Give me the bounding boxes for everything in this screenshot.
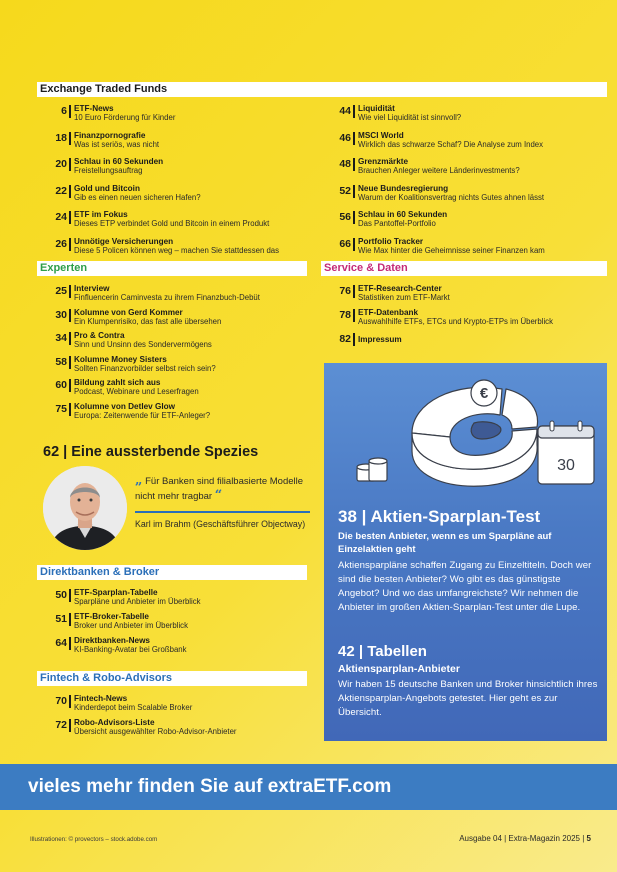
- entry-subtitle: Statistiken zum ETF-Markt: [358, 293, 450, 302]
- entry-subtitle: Das Pantoffel-Portfolio: [358, 219, 436, 228]
- page-number-label: 26: [55, 237, 67, 250]
- footer-issue: [459, 834, 591, 843]
- entry-title: ETF-Broker-Tabelle: [74, 612, 149, 621]
- entry-subtitle: Brauchen Anleger weitere Länderinvestments?: [358, 166, 520, 175]
- separator-bar: [353, 211, 355, 224]
- author-photo: [43, 466, 127, 550]
- entry-subtitle: Wirklich das schwarze Schaf? Die Analyse zum Index: [358, 139, 544, 149]
- entry-title: Finanzpornografie: [74, 130, 146, 140]
- section-title-fintech: Fintech & Robo-Advisors: [40, 672, 173, 684]
- entry-subtitle: Übersicht ausgewählter Robo-Advisor-Anbieter: [74, 727, 237, 736]
- euro-coin-icon: [471, 380, 497, 406]
- page-number-label: 46: [339, 131, 351, 144]
- page-number-label: 25: [55, 285, 67, 297]
- fintech-entry[interactable]: [37, 694, 307, 714]
- section-header-experten: [37, 261, 307, 276]
- entry-subtitle: Warum der Koalitionsvertrag nichts Gutes ahnen lässt: [358, 192, 545, 202]
- etf-entry[interactable]: [37, 184, 307, 204]
- illustration-credit: Illustrationen: © provectors – stock.adobe.com: [30, 836, 158, 843]
- direkt-entry[interactable]: [37, 636, 307, 656]
- entry-title: Grenzmärkte: [358, 157, 409, 166]
- feature-title: 62 | Eine aussterbende Spezies: [43, 444, 259, 460]
- quote-close-mark: “: [214, 488, 223, 503]
- donut-chart-illustration: [324, 363, 607, 498]
- page-number-label: 78: [339, 309, 351, 321]
- coin-stack-icon: [357, 458, 387, 481]
- separator-bar: [69, 379, 71, 392]
- direkt-entry[interactable]: [37, 612, 307, 632]
- experten-entry[interactable]: [37, 378, 307, 398]
- page-number-label: 76: [339, 285, 351, 297]
- entry-subtitle: Dieses ETP verbindet Gold und Bitcoin in einem Produkt: [74, 219, 270, 228]
- section-title-experten: Experten: [40, 262, 88, 274]
- aktien-sparplan-panel: [324, 363, 607, 741]
- promo-banner[interactable]: [0, 764, 617, 810]
- separator-bar: [69, 132, 71, 145]
- entry-subtitle: Ein Klumpenrisiko, das fast alle übersehen: [74, 316, 222, 326]
- entry-title: ETF-Research-Center: [358, 284, 442, 293]
- separator-bar: [69, 238, 71, 251]
- section-header-fintech: [37, 671, 307, 686]
- entry-subtitle: Wie viel Liquidität ist sinnvoll?: [358, 113, 462, 122]
- entry-title: Portfolio Tracker: [358, 236, 424, 246]
- separator-bar: [69, 285, 71, 298]
- experten-entry[interactable]: [37, 284, 307, 304]
- panel-subtitle: Die besten Anbieter, wenn es um Sparpläne auf Einzelaktien geht: [338, 531, 552, 555]
- page-number-label: 18: [55, 131, 67, 144]
- service-entry[interactable]: [321, 332, 591, 352]
- separator-bar: [353, 105, 355, 118]
- panel-body: Aktiensparpläne schaffen Zugang zu Einzeltiteln. Doch wer sind die besten Anbieter? Wo gibt es das günstigste Angebot? Und wo das umfangreichste? Wir nehmen die Anbieter im großen Aktien-Sparplan-Test unter die Lupe.: [338, 560, 592, 613]
- separator-bar: [69, 589, 71, 602]
- service-entry[interactable]: [321, 284, 591, 304]
- entry-subtitle: Sparpläne und Anbieter im Überblick: [74, 597, 201, 606]
- service-entry[interactable]: [321, 308, 591, 328]
- page-number-label: 66: [339, 237, 351, 250]
- separator-bar: [69, 185, 71, 198]
- experten-entry[interactable]: [37, 402, 307, 422]
- calendar-icon: [538, 421, 594, 484]
- page-number-label: 52: [339, 184, 351, 197]
- page-number-label: 24: [55, 211, 67, 223]
- separator-bar: [69, 719, 71, 732]
- entry-title: ETF im Fokus: [74, 210, 128, 219]
- page-number-label: 30: [55, 308, 67, 321]
- page-number-label: 48: [339, 158, 351, 170]
- entry-subtitle: Kinderdepot beim Scalable Broker: [74, 703, 193, 712]
- separator-bar: [353, 132, 355, 145]
- entry-subtitle: KI-Banking-Avatar bei Großbank: [74, 645, 187, 654]
- page-number-label: 64: [55, 637, 67, 649]
- entry-title: Neue Bundesregierung: [358, 183, 449, 193]
- entry-title: ETF-Datenbank: [358, 308, 419, 317]
- etf-entry[interactable]: [321, 237, 591, 257]
- page-number-label: 50: [55, 589, 67, 601]
- experten-entry[interactable]: [37, 308, 307, 328]
- entry-subtitle: Freistellungsauftrag: [74, 166, 143, 175]
- entry-subtitle: Podcast, Webinare und Leserfragen: [74, 387, 199, 396]
- separator-bar: [69, 613, 71, 626]
- section-header-service: [321, 261, 607, 276]
- banner-text[interactable]: vieles mehr finden Sie auf extraETF.com: [28, 776, 392, 797]
- entry-title: Kolumne von Detlev Glow: [74, 401, 175, 411]
- etf-entry[interactable]: [321, 104, 591, 124]
- entry-subtitle: Sollten Finanzvorbilder selbst reich sein?: [74, 363, 216, 373]
- separator-bar: [353, 285, 355, 298]
- separator-bar: [69, 637, 71, 650]
- etf-entry[interactable]: [321, 157, 591, 177]
- quote-open-mark: „: [135, 473, 143, 488]
- quote-divider: [135, 511, 310, 513]
- entry-subtitle: Wie Max hinter die Geheimnisse seiner Finanzen kam: [358, 245, 545, 255]
- quote-author: Karl im Brahm (Geschäftsführer Objectway): [135, 519, 306, 529]
- entry-title: Kolumne Money Sisters: [74, 354, 167, 364]
- entry-subtitle: Europa: Zeitenwende für ETF-Anleger?: [74, 410, 211, 420]
- entry-title: ETF-Sparplan-Tabelle: [74, 588, 158, 597]
- portrait-image: [43, 466, 127, 550]
- section-title-etf: Exchange Traded Funds: [40, 83, 168, 95]
- entry-title: Schlau in 60 Sekunden: [74, 157, 164, 166]
- entry-subtitle: Diese 5 Policen können weg – machen Sie stattdessen das: [74, 245, 280, 255]
- separator-bar: [69, 158, 71, 171]
- page-number-label: 58: [55, 355, 67, 368]
- separator-bar: [69, 403, 71, 416]
- entry-title: Interview: [74, 284, 110, 293]
- etf-entry[interactable]: [37, 157, 307, 177]
- separator-bar: [353, 238, 355, 251]
- section-header-direkt: [37, 565, 307, 580]
- page-number-label: 6: [61, 105, 67, 117]
- separator-bar: [69, 309, 71, 322]
- separator-bar: [69, 332, 71, 345]
- entry-title: Impressum: [358, 335, 402, 344]
- calendar-day: 30: [557, 457, 575, 474]
- entry-title: Bildung zahlt sich aus: [74, 378, 161, 387]
- experten-entry[interactable]: [37, 331, 307, 351]
- etf-entry[interactable]: [321, 184, 591, 204]
- section-title-service: Service & Daten: [324, 262, 408, 274]
- entry-subtitle: Finfluencerin Caminvesta zu ihrem Finanzbuch-Debüt: [74, 293, 260, 302]
- separator-bar: [353, 333, 355, 346]
- entry-title: Gold und Bitcoin: [74, 183, 140, 193]
- experten-entry[interactable]: [37, 355, 307, 375]
- page-number-label: 75: [55, 402, 67, 415]
- separator-bar: [353, 309, 355, 322]
- page-number: 5: [586, 834, 591, 843]
- etf-entry[interactable]: [37, 104, 307, 124]
- page-number-label: 60: [55, 379, 67, 391]
- entry-subtitle: Auswahlhilfe ETFs, ETCs und Krypto-ETPs im Überblick: [358, 317, 553, 326]
- entry-title: Direktbanken-News: [74, 636, 150, 645]
- entry-title: Robo-Advisors-Liste: [74, 718, 155, 727]
- separator-bar: [353, 158, 355, 171]
- separator-bar: [353, 185, 355, 198]
- page-number-label: 22: [55, 184, 67, 197]
- entry-subtitle: Gib es einen neuen sicheren Hafen?: [74, 192, 201, 202]
- entry-subtitle: Broker und Anbieter im Überblick: [74, 621, 188, 630]
- etf-entry[interactable]: [321, 131, 591, 151]
- page-number-label: 72: [55, 719, 67, 731]
- entry-title: MSCI World: [358, 130, 404, 140]
- etf-entry[interactable]: [37, 131, 307, 151]
- separator-bar: [69, 211, 71, 224]
- page-number-label: 20: [55, 158, 67, 170]
- page-number-label: 44: [339, 105, 351, 117]
- entry-subtitle: 10 Euro Förderung für Kinder: [74, 113, 176, 122]
- entry-title: ETF-News: [74, 104, 114, 113]
- section-title-direkt: Direktbanken & Broker: [40, 566, 160, 578]
- entry-title: Unnötige Versicherungen: [74, 236, 174, 246]
- entry-subtitle: Sinn und Unsinn des Sondervermögens: [74, 340, 212, 349]
- panel-subtitle-2: Aktiensparplan-Anbieter: [338, 663, 460, 675]
- page-number-label: 34: [55, 332, 67, 344]
- page-number-label: 82: [339, 333, 351, 345]
- entry-title: Schlau in 60 Sekunden: [358, 210, 448, 219]
- panel-title: 38 | Aktien-Sparplan-Test: [338, 507, 541, 526]
- separator-bar: [69, 695, 71, 708]
- quote-text: Für Banken sind filialbasierte Modelle nicht mehr tragbar: [135, 476, 304, 502]
- issue-label: Ausgabe 04 | Extra-Magazin 2025 |: [459, 834, 585, 843]
- section-header-etf: [37, 82, 607, 97]
- separator-bar: [69, 105, 71, 118]
- etf-entry[interactable]: [321, 210, 591, 230]
- entry-title: Pro & Contra: [74, 331, 125, 340]
- entry-title: Fintech-News: [74, 694, 128, 703]
- panel-title-2: 42 | Tabellen: [338, 643, 427, 660]
- quote-block: [135, 474, 310, 504]
- etf-entry[interactable]: [37, 237, 307, 257]
- entry-title: Liquidität: [358, 104, 395, 113]
- entry-title: Kolumne von Gerd Kommer: [74, 307, 183, 317]
- etf-entry[interactable]: [37, 210, 307, 230]
- panel-body-2: Wir haben 15 deutsche Banken und Broker hinsichtlich ihres Aktiensparplan-Angebots getestet. Hier geht es zur Übersicht.: [338, 679, 598, 718]
- page-number-label: 56: [339, 211, 351, 223]
- separator-bar: [69, 356, 71, 369]
- fintech-entry[interactable]: [37, 718, 307, 738]
- entry-subtitle: Was ist seriös, was nicht: [74, 139, 160, 149]
- direkt-entry[interactable]: [37, 588, 307, 608]
- euro-symbol: €: [479, 385, 489, 402]
- page-number-label: 70: [55, 695, 67, 707]
- page-number-label: 51: [55, 613, 67, 625]
